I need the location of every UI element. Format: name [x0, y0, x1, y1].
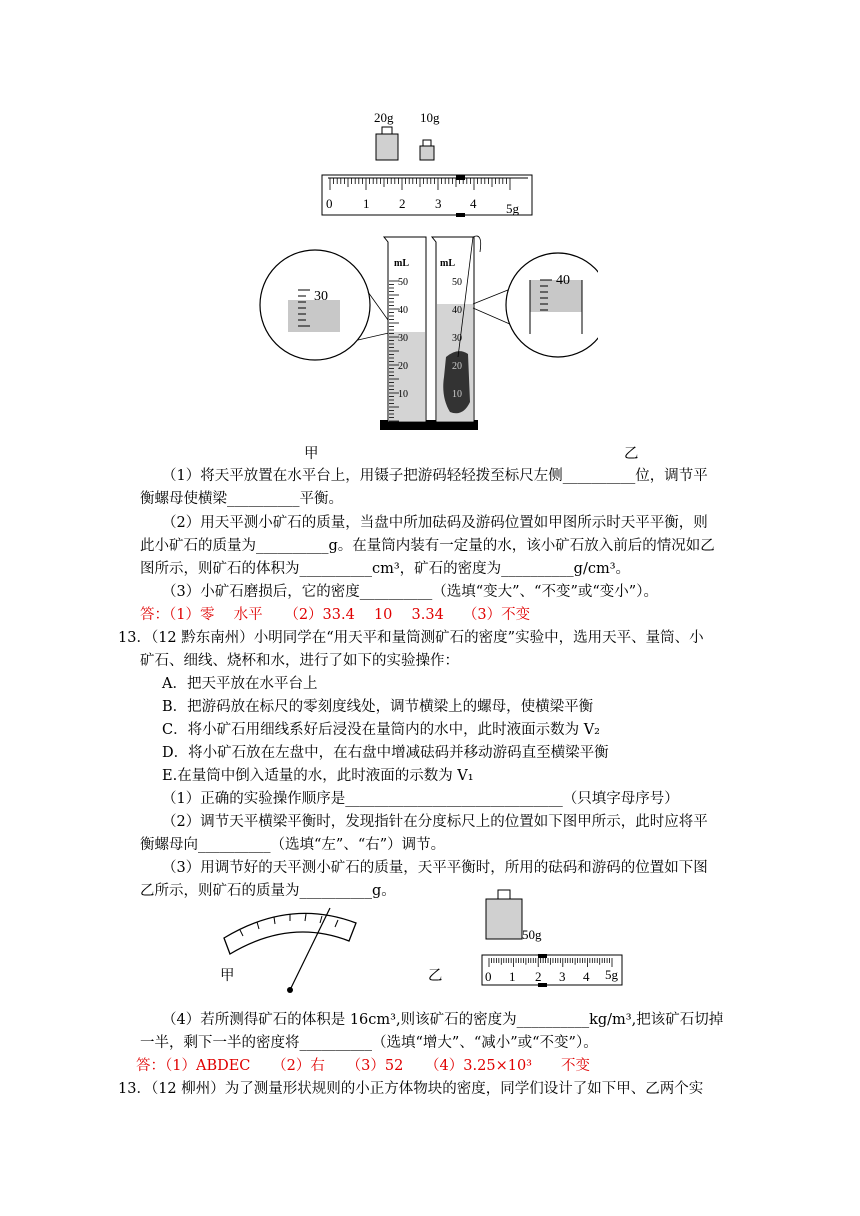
- q13a-part3: （3）用调节好的天平测小矿石的质量，天平平衡时，所用的砝码和游码的位置如下图: [162, 860, 708, 876]
- q12-part3: （3）小矿石磨损后，它的密度__________（选填“变大”、“不变”或“变小”）。: [162, 584, 658, 600]
- q13b-intro: 13．（12 柳州）为了测量形状规则的小正方体物块的密度，同学们设计了如下甲、乙两个实: [118, 1081, 704, 1097]
- zoom-left-value: 30: [314, 289, 328, 304]
- ruler-label: 4: [583, 969, 590, 984]
- rider-scale-2: [482, 954, 622, 987]
- q13a-intro: 13．（12 黔东南州）小明同学在“用天平和量筒测矿石的密度”实验中，选用天平、量筒、小: [118, 630, 704, 646]
- weight-20g: [376, 127, 398, 160]
- q12-part1: （1）将天平放置在水平台上，用镊子把游码轻轻拨至标尺左侧__________位，调节平: [162, 468, 708, 484]
- cylinder-right: [428, 236, 481, 430]
- q13a-part2: （2）调节天平横梁平衡时，发现指针在分度标尺上的位置如下图甲所示，此时应将平: [162, 814, 708, 830]
- weight-10g-label: 10g: [420, 110, 440, 125]
- cyl-tick-label: 20: [452, 361, 462, 372]
- ruler-label: 3: [559, 969, 566, 984]
- figure-caption-left: 甲: [304, 446, 319, 462]
- q13a-part4: （4）若所测得矿石的体积是 16cm³,则该矿石的密度为__________kg/m³,把该矿石切掉: [162, 1012, 724, 1028]
- cyl-tick-label: 50: [398, 277, 408, 288]
- cylinder-unit: mL: [440, 258, 455, 269]
- q13a-step: D．将小矿石放在左盘中，在右盘中增减砝码并移动游码直至横梁平衡: [162, 745, 609, 761]
- cylinder-figure: [258, 232, 598, 437]
- ruler-label: 1: [509, 969, 516, 984]
- q12-part2: （2）用天平测小矿石的质量，当盘中所加砝码及游码位置如甲图所示时天平平衡，则: [162, 515, 708, 531]
- rider: [456, 175, 465, 180]
- zoom-circle-right: [506, 253, 598, 357]
- weight-10g: [420, 140, 434, 160]
- q13a-step: A．把天平放在水平台上: [162, 676, 318, 692]
- balance-figure-1: [310, 105, 550, 220]
- cyl-tick-label: 30: [398, 333, 408, 344]
- weight-50g: [486, 890, 522, 939]
- cyl-tick-label: 20: [398, 361, 408, 372]
- ruler-label: 4: [470, 196, 477, 211]
- fig-label-right: 乙: [428, 968, 443, 984]
- weight-20g-label: 20g: [374, 110, 394, 125]
- q13a-step: E.在量筒中倒入适量的水，此时液面的示数为 V₁: [162, 768, 474, 784]
- cyl-tick-label: 50: [452, 277, 462, 288]
- cylinder-unit: mL: [394, 258, 409, 269]
- q13a-step: B．把游码放在标尺的零刻度线处，调节横梁上的螺母，使横梁平衡: [162, 699, 594, 715]
- rider-scale: [322, 175, 532, 217]
- ruler-label: 2: [535, 969, 542, 984]
- q13a-part2-cont: 衡螺母向__________（选填“左”、“右”）调节。: [140, 837, 446, 853]
- cyl-tick-label: 40: [398, 305, 408, 316]
- ruler-label: 5g: [506, 201, 519, 216]
- q13a-part3-cont: 乙所示，则矿石的质量为__________g。: [140, 883, 396, 899]
- q13a-part4-cont: 一半，剩下一半的密度将__________（选填“增大”、“减小”或“不变”）。: [140, 1035, 598, 1051]
- q13a-part1: （1）正确的实验操作顺序是______________________________（只填字母序号）: [162, 791, 679, 807]
- q12-part1-cont: 衡螺母使横梁__________平衡。: [140, 491, 343, 507]
- q13a-intro-cont: 矿石、细线、烧杯和水，进行了如下的实验操作：: [140, 653, 459, 669]
- figure-caption-right: 乙: [624, 446, 639, 462]
- ruler-label: 2: [399, 196, 406, 211]
- weight-50g-label: 50g: [522, 927, 542, 942]
- fig-label-left: 甲: [220, 968, 235, 984]
- cyl-tick-label: 30: [452, 333, 462, 344]
- q13a-answer: 答：（1）ABDEC （2）右 （3）52 （4）3.25×10³ 不变: [136, 1058, 590, 1074]
- ruler-label: 1: [363, 196, 370, 211]
- q13a-step: C．将小矿石用细线系好后浸没在量筒内的水中，此时液面示数为 V₂: [162, 722, 600, 738]
- cylinder-left: [380, 237, 430, 430]
- zoom-right-value: 40: [556, 273, 570, 288]
- q12-part2-cont: 此小矿石的质量为__________g。在量筒内装有一定量的水，该小矿石放入前后的情况如乙: [140, 538, 715, 554]
- cyl-tick-label: 10: [452, 389, 462, 400]
- cyl-tick-label: 40: [452, 305, 462, 316]
- ruler-label: 3: [435, 196, 442, 211]
- ruler-label: 5g: [605, 967, 618, 982]
- cyl-tick-label: 10: [398, 389, 408, 400]
- ruler-label: 0: [485, 969, 492, 984]
- weight-rider-figure: [480, 888, 630, 993]
- ruler-label: 0: [326, 196, 333, 211]
- q12-answer: 答：（1）零 水平 （2）33.4 10 3.34 （3）不变: [140, 607, 531, 623]
- q12-part2-cont2: 图所示，则矿石的体积为__________cm³，矿石的密度为__________g/cm³。: [140, 561, 631, 577]
- zoom-circle-left: [260, 250, 370, 360]
